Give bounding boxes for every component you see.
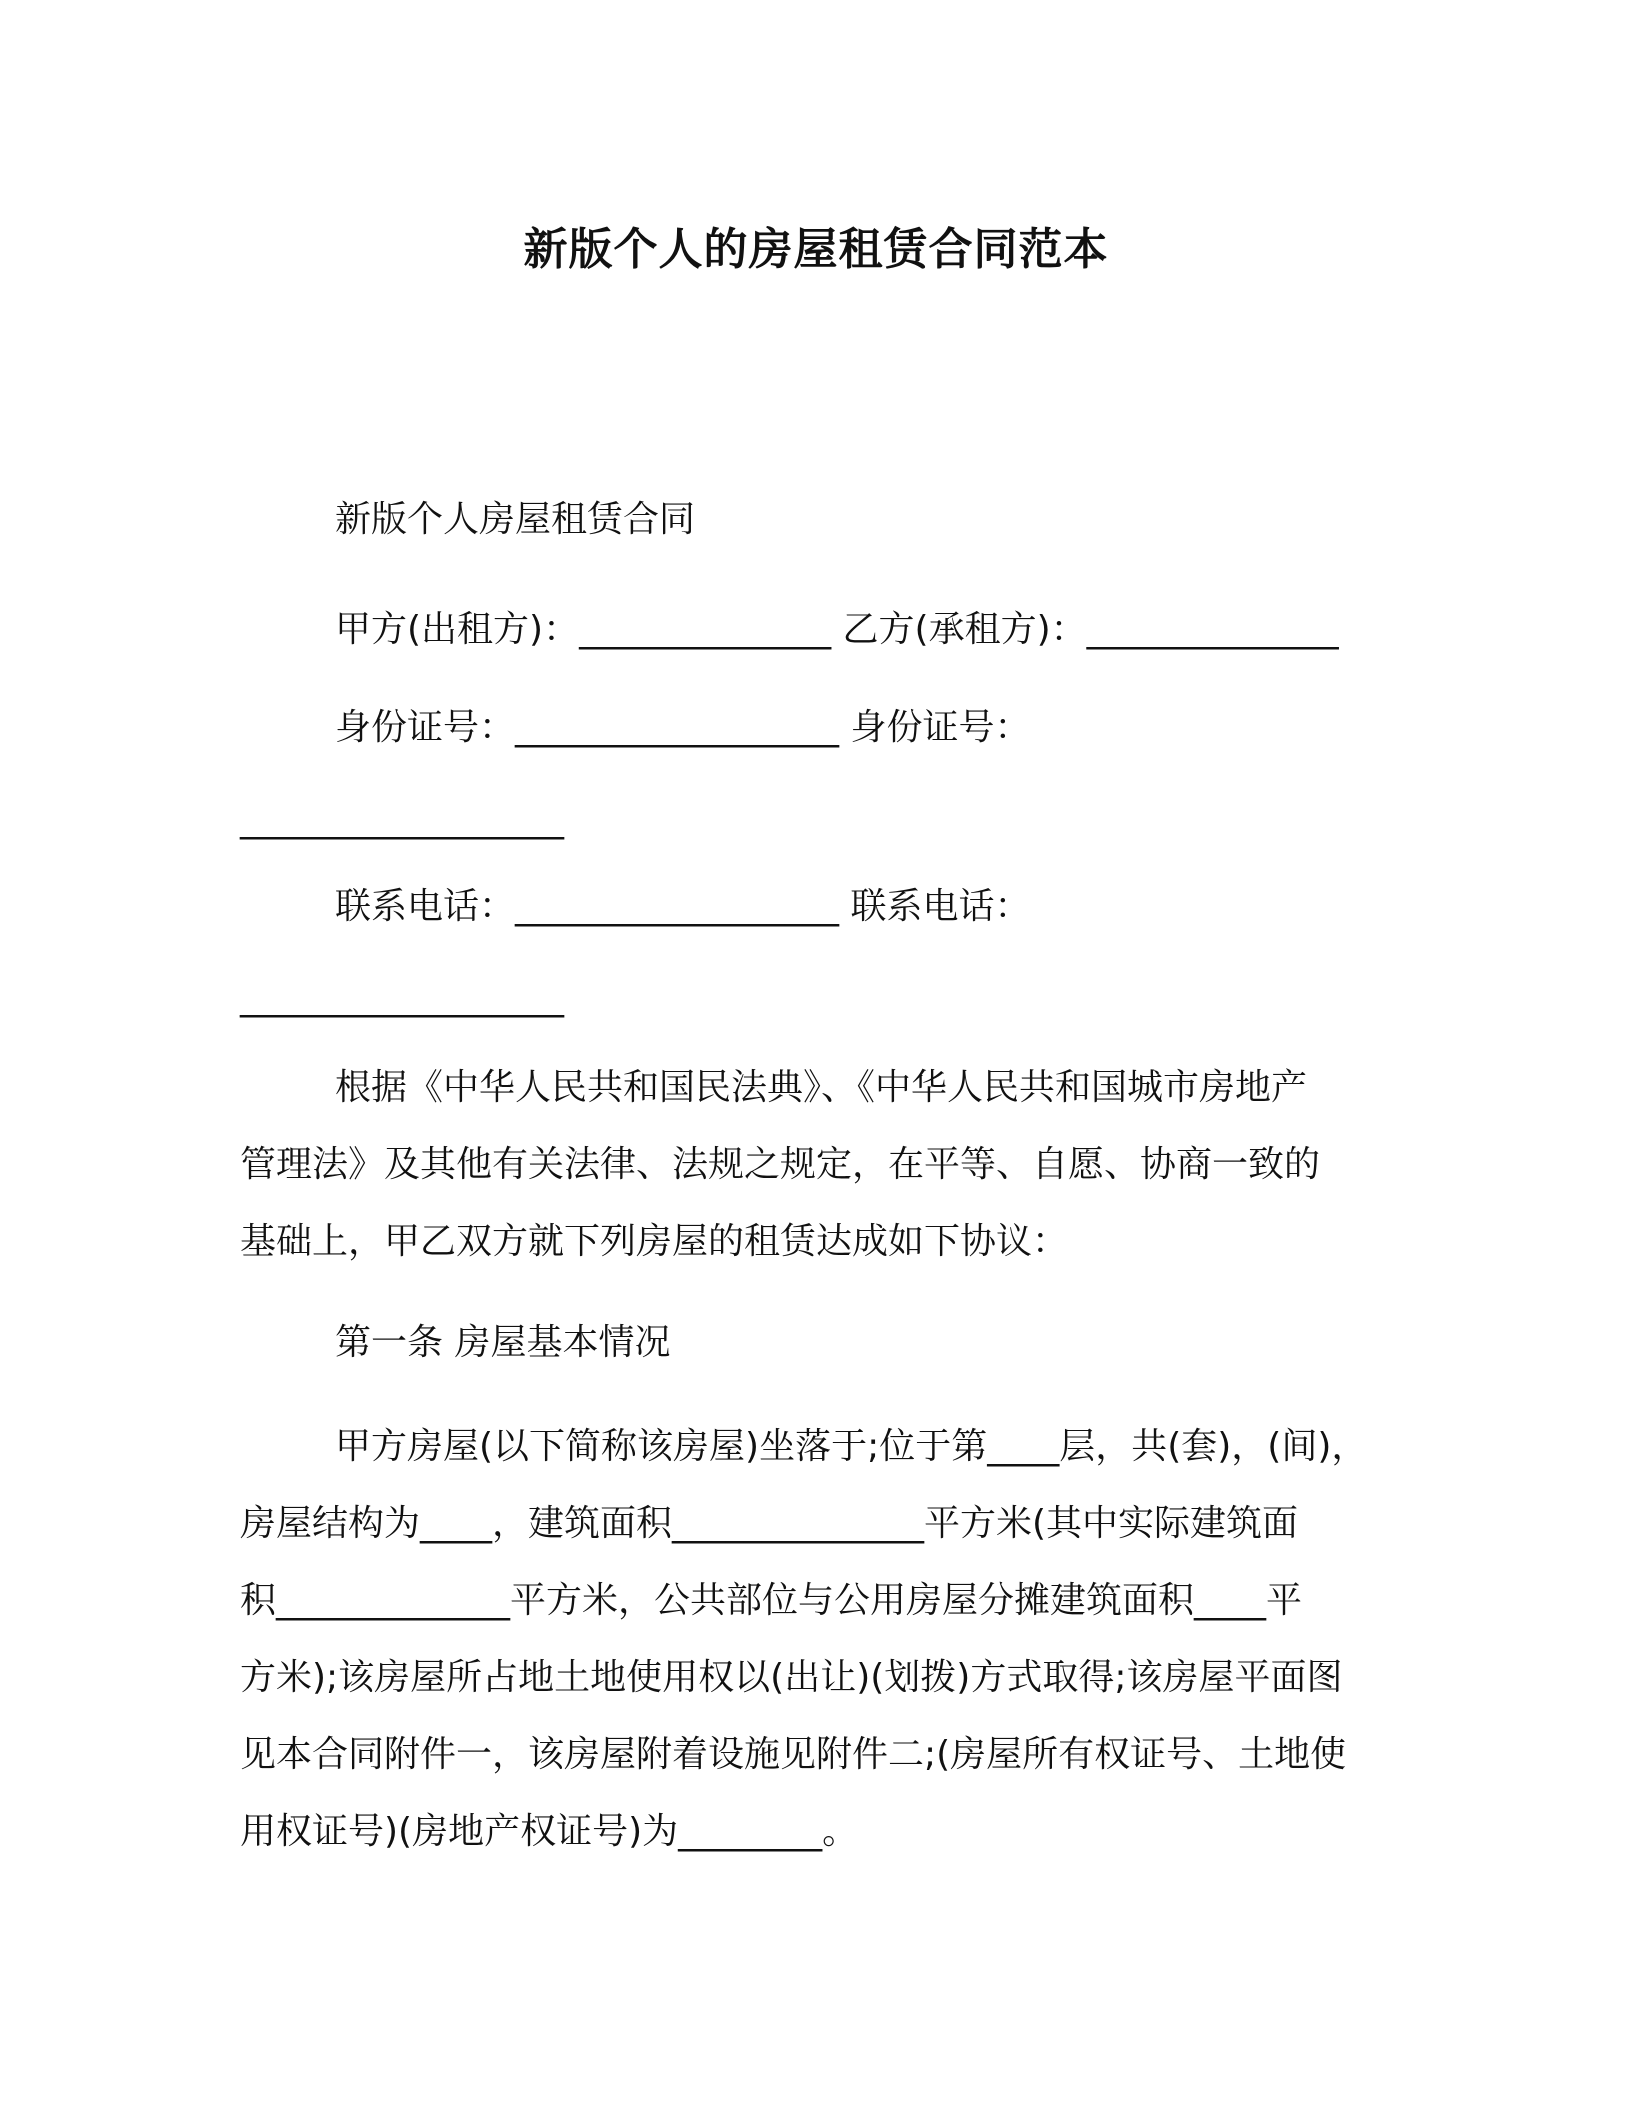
id-number-line: 身份证号：__________________ 身份证号：	[335, 707, 1031, 748]
article-1-line-6: 用权证号)(房地产权证号)为________。	[240, 1811, 859, 1852]
phone-blank-continued: __________________	[240, 977, 564, 1018]
article-1-line-4: 方米);该房屋所占地土地使用权以(出让)(划拨)方式取得;该房屋平面图	[240, 1657, 1343, 1698]
article-1-line-2: 房屋结构为____，建筑面积______________平方米(其中实际建筑面	[240, 1503, 1299, 1544]
id-number-blank-continued: __________________	[240, 799, 564, 840]
article-1-line-1: 甲方房屋(以下简称该房屋)坐落于;位于第____层，共(套)，(间)，	[335, 1426, 1368, 1467]
contract-subtitle: 新版个人房屋租赁合同	[335, 499, 696, 540]
party-names-line: 甲方(出租方)：______________ 乙方(承租方)：______________	[335, 609, 1339, 650]
preamble-line-2: 管理法》及其他有关法律、法规之规定，在平等、自愿、协商一致的	[240, 1144, 1321, 1185]
document-title: 新版个人的房屋租赁合同范本	[523, 224, 1109, 275]
article-1-line-3: 积_____________平方米，公共部位与公用房屋分摊建筑面积____平	[240, 1580, 1303, 1621]
preamble-line-3: 基础上，甲乙双方就下列房屋的租赁达成如下协议：	[240, 1221, 1069, 1262]
article-1-line-5: 见本合同附件一，该房屋附着设施见附件二;(房屋所有权证号、土地使	[240, 1734, 1347, 1775]
preamble-line-1: 根据《中华人民共和国民法典》、《中华人民共和国城市房地产	[335, 1067, 1308, 1108]
phone-line: 联系电话：__________________ 联系电话：	[335, 886, 1031, 927]
article-1-heading: 第一条 房屋基本情况	[335, 1322, 671, 1363]
